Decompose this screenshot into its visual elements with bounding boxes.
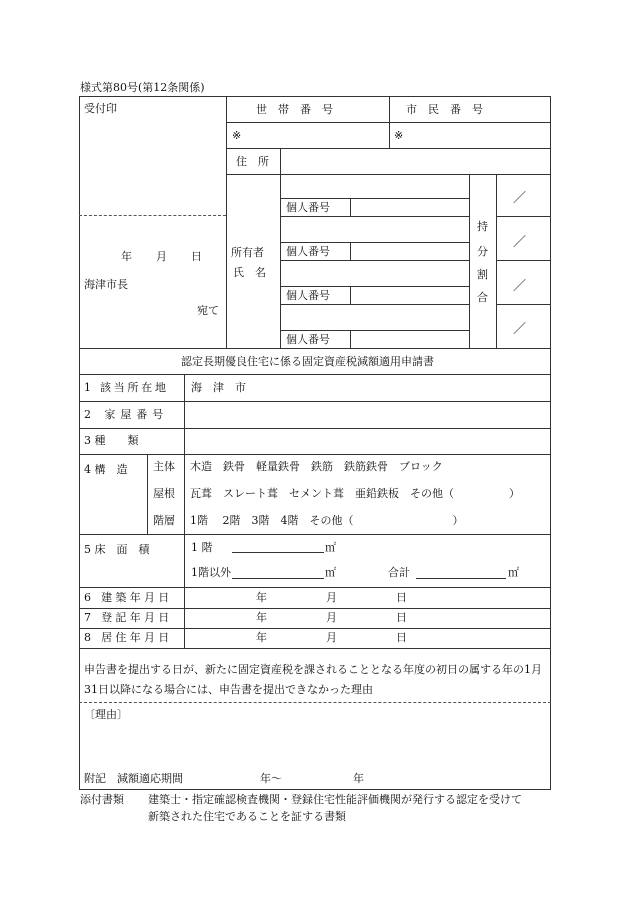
share-label-char: 合	[477, 291, 488, 304]
structure-main-label: 主体	[153, 460, 175, 473]
build-date-label: 6 建築年月日	[84, 591, 173, 604]
share-ratio-mark: ／	[513, 279, 527, 294]
personal-number-label: 個人番号	[286, 245, 330, 258]
appendix-label: 附記 減額適応期間	[84, 772, 183, 785]
structure-roof-label: 屋根	[153, 487, 175, 500]
reception-stamp-label: 受付印	[84, 102, 117, 115]
reason-label: 〔理由〕	[84, 708, 128, 721]
structure-main-options: 木造 鉄骨 軽量鉄骨 鉄筋 鉄筋鉄骨 ブロック	[190, 460, 443, 473]
floor-area-total-field[interactable]	[416, 566, 506, 579]
structure-floors-label: 階層	[153, 514, 175, 527]
floor-area-label: 5 床 面 積	[84, 543, 150, 556]
date-day-label: 日	[191, 250, 202, 263]
household-number-header: 世 帯 番 号	[256, 103, 333, 116]
house-number-label: 2 家屋番号	[84, 408, 169, 421]
floor-area-first-label: 1 階	[191, 541, 213, 554]
build-date-year: 年	[256, 591, 267, 604]
share-ratio-mark: ／	[513, 322, 527, 337]
appendix-from: 年～	[260, 772, 282, 785]
structure-floors-options: 1階 2階 3階 4階 その他（ ）	[190, 514, 464, 527]
resident-number-header: 市 民 番 号	[406, 103, 483, 116]
form-number: 様式第80号(第12条関係)	[80, 81, 205, 94]
share-ratio-mark: ／	[513, 235, 527, 250]
floor-area-unit: ㎡	[325, 566, 336, 579]
personal-number-label: 個人番号	[286, 333, 330, 346]
date-year-label: 年	[121, 250, 132, 263]
floor-area-first-field[interactable]	[232, 540, 324, 553]
floor-area-unit: ㎡	[508, 566, 519, 579]
location-value: 海 津 市	[191, 381, 246, 394]
owner-label-line2: 氏 名	[233, 266, 266, 279]
residence-date-label: 8 居住年月日	[84, 631, 173, 644]
attachment-text-line2: 新築された住宅であることを証する書類	[148, 810, 346, 823]
addressee-label: 宛て	[197, 304, 219, 317]
structure-label: 4 構 造	[84, 463, 128, 476]
registry-date-label: 7 登記年月日	[84, 611, 173, 624]
residence-date-month: 月	[326, 631, 337, 644]
share-label-char: 持	[477, 220, 488, 233]
household-number-mark: ※	[232, 129, 242, 142]
share-ratio-mark: ／	[513, 191, 527, 206]
build-date-month: 月	[326, 591, 337, 604]
share-label-char: 割	[477, 268, 488, 281]
attachment-text-line1: 建築士・指定確認検査機関・登録住宅性能評価機関が発行する認定を受けて	[148, 793, 522, 806]
form-title: 認定長期優良住宅に係る固定資産税減額適用申請書	[181, 355, 434, 368]
registry-date-year: 年	[256, 611, 267, 624]
address-label: 住 所	[236, 155, 269, 168]
personal-number-label: 個人番号	[286, 201, 330, 214]
appendix-to: 年	[353, 772, 364, 785]
location-label: 1 該当所在地	[84, 381, 169, 394]
residence-date-year: 年	[256, 631, 267, 644]
registry-date-day: 日	[396, 611, 407, 624]
personal-number-label: 個人番号	[286, 289, 330, 302]
reason-instructions: 申告書を提出する日が、新たに固定資産税を課されることとなる年度の初日の属する年の1月31日以降になる場合には、申告書を提出できなかった理由	[84, 663, 542, 696]
floor-area-other-label: 1階以外	[191, 566, 231, 579]
owner-label-line1: 所有者	[231, 246, 264, 259]
share-label-char: 分	[477, 245, 488, 258]
residence-date-day: 日	[396, 631, 407, 644]
build-date-day: 日	[396, 591, 407, 604]
floor-area-unit: ㎡	[325, 541, 336, 554]
date-month-label: 月	[156, 250, 167, 263]
resident-number-mark: ※	[394, 129, 404, 142]
type-label: 3 種 類	[84, 434, 139, 447]
mayor-label: 海津市長	[84, 278, 128, 291]
attachment-label: 添付書類	[80, 793, 124, 806]
floor-area-other-field[interactable]	[232, 566, 324, 579]
registry-date-month: 月	[326, 611, 337, 624]
structure-roof-options: 瓦葺 スレート葺 セメント葺 亜鉛鉄板 その他（ ）	[190, 487, 520, 500]
floor-area-total-label: 合計	[388, 566, 410, 579]
